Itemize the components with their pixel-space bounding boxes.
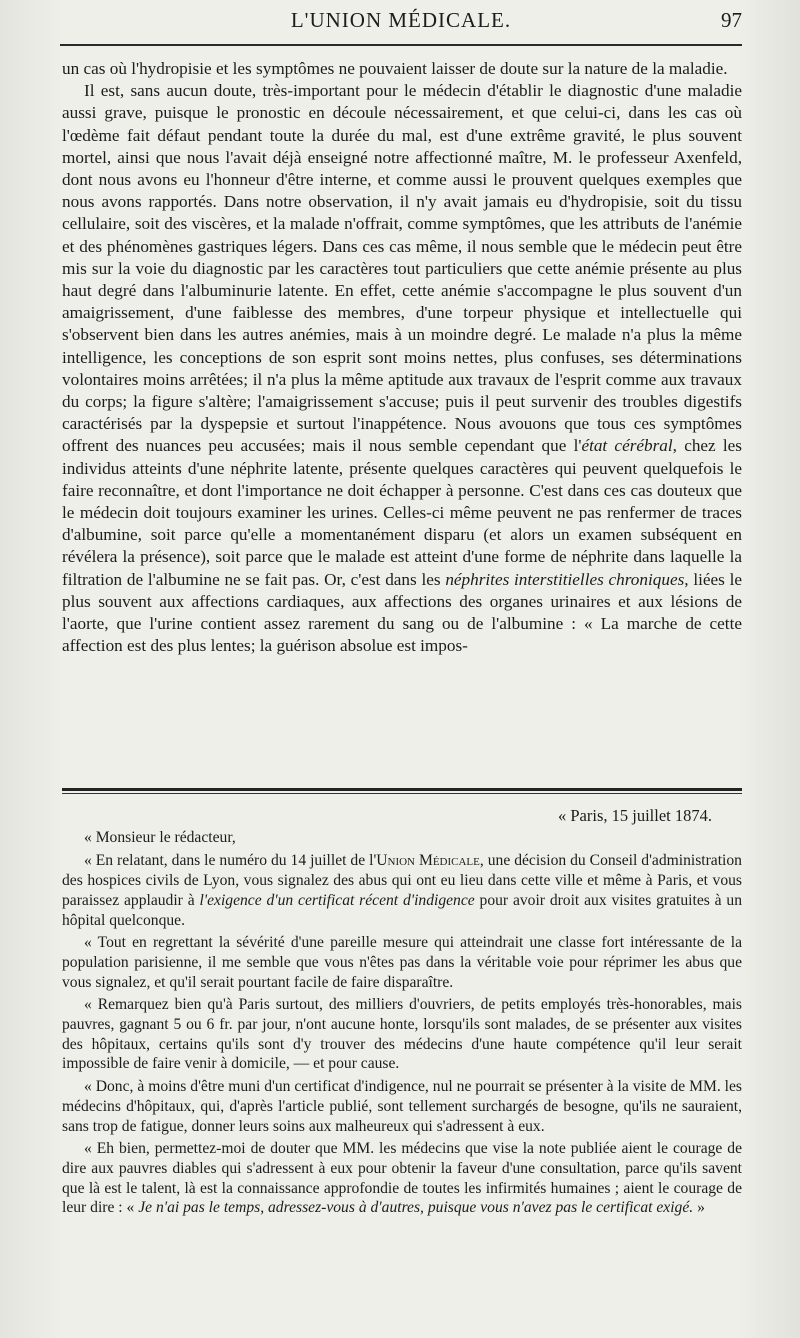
article-paragraph — [62, 80, 742, 657]
letter-date: « Paris, 15 juillet 1874. — [558, 806, 712, 825]
letter-paragraph: « Remarquez bien qu'à Paris surtout, des milliers d'ouvriers, de petits employés très-honorables, mais pauvres, gagnant 5 ou 6 fr. par jour, n'ont aucune honte, lorsqu'ils sont malades, de se présenter aux visites des hôpitaux, certains qu'ils sont d'y trouver des médecins d'une haute compétence qu'il leur serait impossible de faire venir à domicile, — et pour cause. — [62, 996, 742, 1073]
running-head — [60, 8, 742, 38]
letter-paragraph: « Tout en regrettant la sévérité d'une pareille mesure qui atteindrait une classe fort intéressante de la population parisienne, il me semble que vous n'êtes pas dans la véritable voie pour réprimer les abus que vous signalez, et qu'il serait pourtant facile de faire disparaître. — [62, 934, 742, 991]
letter-section — [62, 806, 742, 1221]
text-run: » — [693, 1199, 705, 1217]
letter-paragraph — [62, 1139, 742, 1218]
text-run: pour avoir droit aux visites gratuites à un hôpital quelconque. — [62, 891, 742, 929]
text-run: , une décision du Conseil d'administration des hospices civils de Lyon, vous signalez des abus qui ont eu lieu dans cette ville et même à Paris, et vous paraissez applaudir à — [62, 852, 742, 909]
article-body — [62, 58, 742, 657]
header-rule — [60, 44, 742, 46]
page-number: 97 — [721, 8, 742, 32]
article-paragraph: un cas où l'hydropisie et les symptômes ne pouvaient laisser de doute sur la nature de la maladie. — [62, 59, 728, 78]
text-run: « Eh bien, permettez-moi de douter que MM. les médecins que vise la note publiée aient le courage de dire aux pauvres diables qui s'adressent à eux pour obtenir la faveur d'une consultation, parce qu'ils savent que là est le talent, là est la connaissance approfondie de toutes les infirmités humaines ; aient le courage de leur dire : « — [62, 1140, 742, 1217]
italic-quote: Je n'ai pas le temps, adressez-vous à d'autres, puisque vous n'avez pas le certificat exigé. — [138, 1199, 694, 1217]
italic-term: état cérébral — [581, 436, 673, 456]
text-run: , chez les individus atteints d'une néphrite latente, présente quelques caractères qui peuvent quelquefois le faire reconnaître, et dont l'importance ne doit échapper à personne. C'est dans ces cas douteux que le médecin doit toujours examiner les urines. Celles-ci même peuvent ne pas renfermer de traces d'albumine, soit parce qu'elle a momentanément disparu (et alors un examen subséquent en révélera la présence), soit parce que le malade est atteint d'une forme de néphrite dans laquelle la filtration de l'albumine ne se fait pas. Or, c'est dans les — [62, 436, 742, 589]
text-run: Il est, sans aucun doute, très-important pour le médecin d'établir le diagnostic d'une maladie aussi grave, puisque le pronostic en découle nécessairement, et que celui-ci, dans les cas où l'œdème fait défaut pendant toute la durée du mal, est d'une extrême gravité, le plus souvent mortel, ainsi que nous l'avait déjà enseigné notre affectionné maître, M. le professeur Axenfeld, dont nous avons eu l'honneur d'être interne, et comme aussi le prouvent quelques exemples que nous avons rapportés. Dans notre observation, il n'y avait jamais eu d'hydropisie, soit du tissu cellulaire, soit des viscères, et la malade n'offrait, comme symptômes, que les attributs de l'anémie et des phénomènes gastriques légers. Dans ces cas même, il nous semble que le médecin peut être mis sur la voie du diagnostic par les caractères tout particuliers que cette anémie présente au plus haut degré dans l'albuminurie latente. En effet, cette anémie s'accompagne le plus souvent d'un amaigrissement, d'une faiblesse des membres, d'une torpeur physique et intellectuelle qui s'observent bien dans les autres anémies, mais à un moindre degré. Le malade n'a plus la même intelligence, les conceptions de son esprit sont moins nettes, plus confuses, ses déterminations volontaires moins arrêtées; il n'a plus la même aptitude aux travaux de l'esprit comme aux travaux du corps; la figure s'altère; l'amaigrissement s'accuse; puis il peut survenir des troubles digestifs caractérisés par la dyspepsie et surtout l'inappétence. Nous avouons que tous ces symptômes offrent des nuances peu accusées; mais il nous semble cependant que l' — [62, 81, 742, 456]
letter-paragraph: « Donc, à moins d'être muni d'un certificat d'indigence, nul ne pourrait se présenter à la visite de MM. les médecins d'hôpitaux, qui, d'après l'article publié, sont tellement surchargés de besogne, qu'ils ne sauraient, sans trop de fatigue, donner leurs soins aux malheureux qui s'adressent à eux. — [62, 1078, 742, 1135]
section-rule — [62, 788, 742, 794]
text-run: , liées le plus souvent aux affections cardiaques, aux affections des organes urinaires et aux lésions de l'aorte, que l'urine contient assez rarement du sang ou de l'albumine : « La marche de cette affection est des plus lentes; la guérison absolue est impos- — [62, 569, 742, 656]
letter-paragraph — [62, 851, 742, 930]
italic-phrase: l'exigence d'un certificat récent d'indigence — [199, 891, 475, 909]
running-title: L'UNION MÉDICALE. — [290, 8, 512, 32]
italic-term: néphrites interstitielles chroniques — [445, 569, 685, 589]
letter-salutation: « Monsieur le rédacteur, — [84, 828, 236, 846]
journal-name: Union Médicale — [376, 852, 480, 870]
text-run: « En relatant, dans le numéro du 14 juillet de l' — [84, 852, 377, 870]
